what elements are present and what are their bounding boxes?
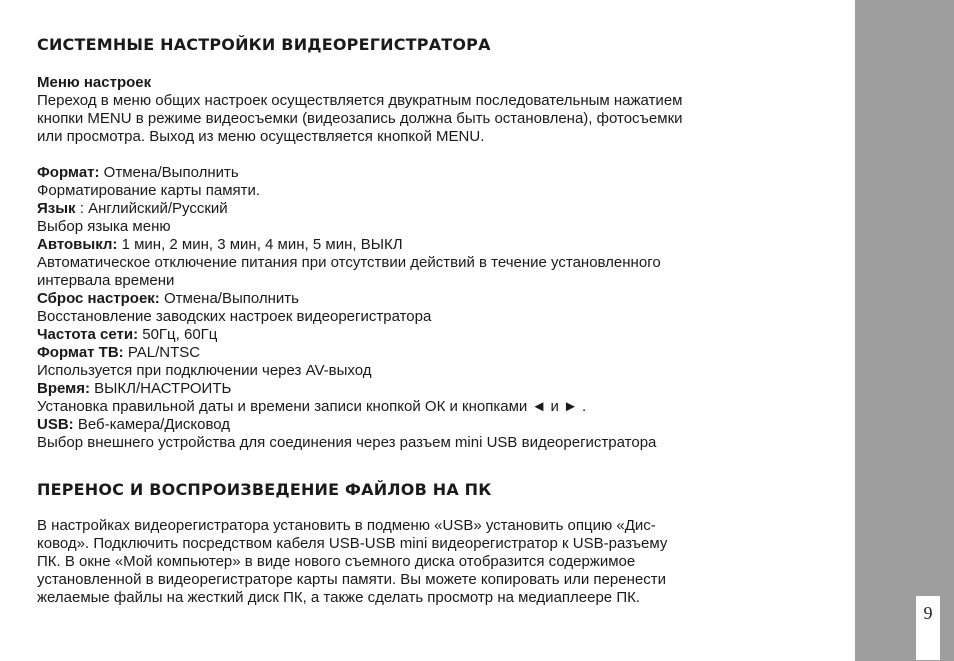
file-transfer-paragraph [37,517,837,607]
setting-value: ВЫКЛ/НАСТРОИТЬ [89,380,232,397]
intro-line: Переход в меню общих настроек осуществляется двукратным последовательным нажатием [37,92,683,109]
page-content [37,34,837,607]
setting-label: Частота сети: [37,326,139,343]
section-heading-file-transfer: ПЕРЕНОС И ВОСПРОИЗВЕДЕНИЕ ФАЙЛОВ НА ПК [37,480,492,499]
setting-auto-off [37,236,837,254]
setting-value: PAL/NTSC [123,344,201,361]
setting-label: Время: [37,380,90,397]
spacer [37,146,837,164]
intro-line: или просмотра. Выход из меню осуществляется кнопкой MENU. [37,128,485,145]
setting-desc: интервала времени [37,272,175,289]
setting-value: 1 мин, 2 мин, 3 мин, 4 мин, 5 мин, ВЫКЛ [117,236,403,253]
intro-paragraph [37,92,837,146]
setting-format [37,164,837,182]
setting-label: Формат ТВ: [37,344,124,361]
paragraph-line: ковод». Подключить посредством кабеля USB-USB mini видеорегистратор к USB-разъему [37,535,668,552]
setting-value: Веб-камера/Дисковод [73,416,231,433]
setting-desc: Используется при подключении через AV-выход [37,362,372,379]
side-band [855,0,954,661]
setting-desc: Автоматическое отключение питания при отсутствии действий в течение установленного [37,254,661,271]
setting-language [37,200,837,218]
paragraph-line: ПК. В окне «Мой компьютер» в виде нового съемного диска отобразится содержимое [37,553,636,570]
setting-value: Отмена/Выполнить [99,164,239,181]
paragraph-line: В настройках видеорегистратора установить в подменю «USB» установить опцию «Дис- [37,517,656,534]
setting-value: 50Гц, 60Гц [138,326,218,343]
setting-label: Формат: [37,164,100,181]
setting-usb [37,416,837,434]
paragraph-line: желаемые файлы на жесткий диск ПК, а также сделать просмотр на медиаплеере ПК. [37,589,641,606]
setting-label: USB: [37,416,74,433]
menu-settings-title: Меню настроек [37,74,152,91]
setting-desc: Выбор внешнего устройства для соединения через разъем mini USB видеорегистратора [37,434,657,451]
page-number: 9 [916,596,940,660]
settings-list [37,164,837,452]
setting-label: Язык [37,200,76,217]
setting-value: : Английский/Русский [75,200,228,217]
section-heading-system-settings: СИСТЕМНЫЕ НАСТРОЙКИ ВИДЕОРЕГИСТРАТОРА [37,35,491,54]
setting-desc: Выбор языка меню [37,218,171,235]
setting-desc: Установка правильной даты и времени записи кнопкой ОК и кнопками ◄ и ► . [37,398,587,415]
setting-label: Автовыкл: [37,236,118,253]
setting-time [37,380,837,398]
setting-reset [37,290,837,308]
setting-value: Отмена/Выполнить [159,290,299,307]
setting-network-frequency [37,326,837,344]
paragraph-line: установленной в видеорегистраторе карты памяти. Вы можете копировать или перенести [37,571,666,588]
setting-desc: Восстановление заводских настроек видеорегистратора [37,308,432,325]
intro-line: кнопки MENU в режиме видеосъемки (видеозапись должна быть остановлена), фотосъемки [37,110,683,127]
setting-desc: Форматирование карты памяти. [37,182,261,199]
setting-tv-format [37,344,837,362]
setting-label: Сброс настроек: [37,290,160,307]
